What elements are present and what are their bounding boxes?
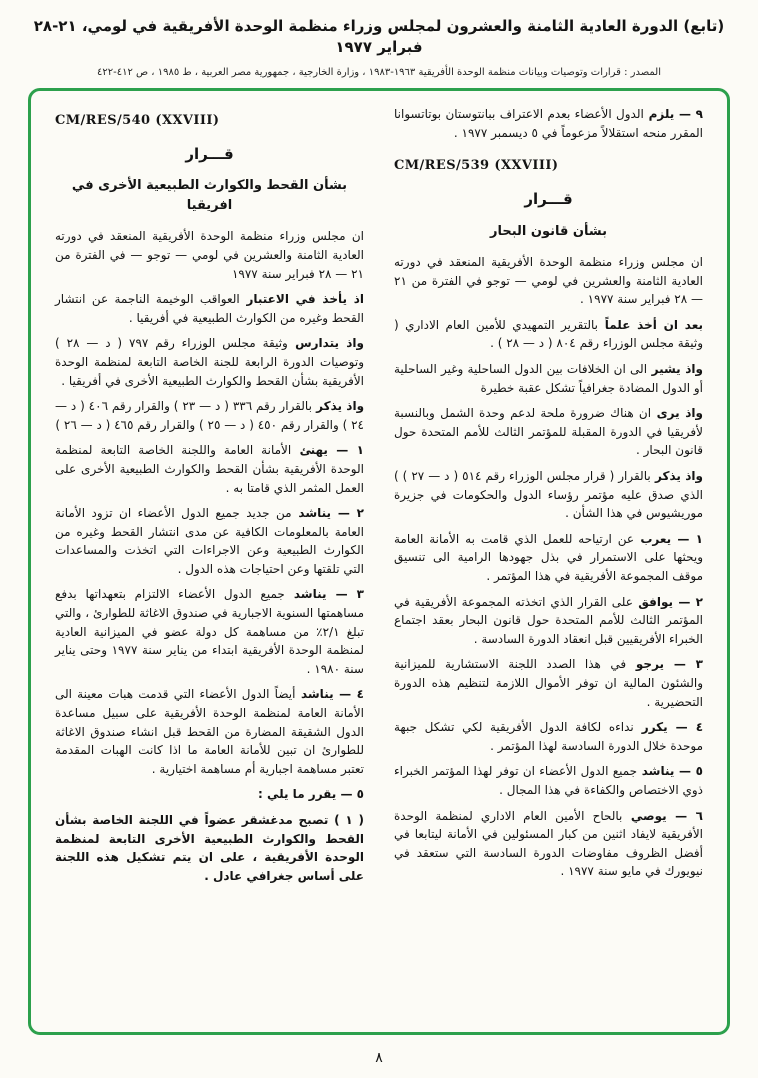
resolution-id: CM/RES/540 (XXVIII) bbox=[55, 113, 220, 128]
header-source: المصدر : قرارات وتوصيات وبيانات منظمة الوحدة الأفريقية ١٩٦٣-١٩٨٣ ، وزارة الخارجية ، جمهورية مصر العربية ، ط ١٩٨٥ ، ص ٤١٢-٤٢٢ bbox=[96, 67, 661, 78]
paragraph-lead: ٥ — يناشد bbox=[637, 764, 703, 779]
paragraph: اذ يأخذ في الاعتبار العواقب الوخيمة الناجمة عن انتشار القحط وغيره من الكوارث الطبيعية في أفريقيا . bbox=[55, 292, 364, 325]
paragraph: ٤ — يناشد أيضاً الدول الأعضاء التي قدمت هبات معينة الى الأمانة العامة لمنظمة الوحدة الأفريقية على سبيل مساعدة الدول الشقيقة المضارة من القحط قبل انشاء صندوق الاغاثة للطوارئ ان تبين للأمانة العامة ما اذا كانت الهبات المقدمة تعتبر مساهمة اجبارية أم مساهمة اختيارية . bbox=[55, 687, 364, 776]
paragraph: واذ يتدارس وثيقة مجلس الوزراء رقم ٧٩٧ ( د — ٢٨ ) وتوصيات الدورة الرابعة للجنة الخاصة التابعة لمنظمة الوحدة الأفريقية بشأن القحط والكوارث الطبيعية الأخرى في أفريقيا . bbox=[55, 336, 364, 388]
column-resolution-540 bbox=[55, 105, 364, 1018]
paragraph: ٥ — يناشد جميع الدول الأعضاء ان توفر لهذا المؤتمر الخبراء ذوي الاختصاص والكفاءة في هذا المجال . bbox=[394, 764, 703, 797]
resolution-title: قـــرار bbox=[524, 190, 573, 209]
paragraph-lead: ( ١ ) bbox=[328, 813, 364, 828]
paragraph: ٣ — يناشد جميع الدول الأعضاء الالتزام بتعهداتها بدفع مساهمتها السنوية الاجبارية في صندوق الاغاثة للطوارئ ، والتي تبلغ ٢/١٪ من مساهمة كل دولة عضو في الميزانية العادية لمنظمة الوحدة الأفريقية ابتداء من يناير سنة ١٩٧٧ وحتى يناير سنة ١٩٨٠ . bbox=[55, 587, 364, 676]
header-title: (تابع) الدورة العادية الثامنة والعشرون لمجلس وزراء منظمة الوحدة الأفريقية في لومي، ٢١-٢٨ فبراير ١٩٧٧ bbox=[33, 17, 725, 56]
paragraph-lead: ٢ — يوافق bbox=[632, 594, 703, 609]
paragraph: ٩ — يلزم الدول الأعضاء بعدم الاعتراف ببانتوستان بوتاتسوانا المقرر منحه استقلالاً مزعوماً في ٥ ديسمبر ١٩٧٧ . bbox=[394, 107, 703, 140]
paragraph-lead: ١ — يعرب bbox=[634, 531, 703, 546]
paragraph-lead: ١ — يهنئ bbox=[291, 443, 364, 458]
paragraph: ان مجلس وزراء منظمة الوحدة الأفريقية المنعقد في دورته العادية الثامنة والعشرين في لومي — توجو في الفترة من ٢١ — ٢٨ فبراير سنة ١٩٧٧ . bbox=[394, 255, 703, 307]
paragraph-lead: واذ يشير bbox=[647, 362, 703, 377]
paragraph-lead: واذ يرى bbox=[651, 406, 703, 421]
paragraph-lead: ٦ — يوصي bbox=[622, 808, 703, 823]
paragraph: ( ١ ) تصبح مدغشقر عضواً في اللجنة الخاصة بشأن القحط والكوارث الطبيعية الأخرى التابعة لمنظمة الوحدة الأفريقية ، على ان يتم تشكيل هذه اللجنة على أساس جغرافي عادل . bbox=[55, 813, 364, 883]
paragraph-lead: ٣ — يناشد bbox=[284, 587, 364, 602]
resolution-subtitle: بشأن القحط والكوارث الطبيعية الأخرى في افريقيا bbox=[71, 178, 348, 213]
paragraph: بعد ان أخذ علماً بالتقرير التمهيدي للأمين العام الاداري ( وثيقة مجلس الوزراء رقم ٨٠٤ ( د — ٢٨ ) . bbox=[394, 317, 703, 351]
paragraph: ١ — يعرب عن ارتياحه للعمل الذي قامت به الأمانة العامة ويحثها على الاستمرار في بذل جهودها الرامية الى تنسيق موقف المجموعة الأفريقية في هذا المؤتمر . bbox=[394, 531, 703, 583]
column-resolution-539 bbox=[394, 105, 703, 1018]
paragraph-lead: ٤ — يكرر bbox=[633, 720, 704, 735]
page-number: ٨ bbox=[375, 1050, 383, 1066]
paragraph-lead: ٥ — يقرر ما يلي : bbox=[257, 787, 364, 802]
paragraph: ان مجلس وزراء منظمة الوحدة الأفريقية المنعقد في دورته العادية الثامنة والعشرين في لومي — توجو — في الفترة من ٢١ — ٢٨ فبراير سنة ١٩٧٧ bbox=[55, 229, 364, 281]
paragraph-lead: بعد ان أخذ علماً bbox=[597, 317, 703, 332]
paragraph: ١ — يهنئ الأمانة العامة واللجنة الخاصة التابعة لمنظمة الوحدة الأفريقية بشأن القحط والكوارث الطبيعية الأخرى على العمل المثمر الذي قامتا به . bbox=[55, 443, 364, 495]
resolution-title: قـــرار bbox=[185, 145, 234, 164]
paragraph-lead: ٤ — يناشد bbox=[295, 687, 364, 702]
paragraph-lead: اذ يأخذ في الاعتبار bbox=[239, 292, 364, 307]
paragraph-lead: واذ يتدارس bbox=[287, 336, 364, 351]
paragraph: ٤ — يكرر نداءه لكافة الدول الأفريقية لكي تشكل جبهة موحدة خلال الدورة السادسة لهذا المؤتمر . bbox=[394, 720, 704, 753]
columns bbox=[55, 105, 703, 1018]
page-header bbox=[0, 0, 758, 78]
resolution-id: CM/RES/539 (XXVIII) bbox=[394, 158, 559, 174]
paragraph: واذ يذكر بالقرار رقم ٣٣٦ ( د — ٢٣ ) والقرار رقم ٤٠٦ ( د — ٢٤ ) والقرار رقم ٤٥٠ ( د — ٢٥ ) والقرار رقم ٤٦٥ ( د — ٢٦ ) bbox=[55, 399, 365, 432]
resolution-subtitle: بشأن قانون البحار bbox=[489, 223, 608, 239]
content-frame bbox=[28, 88, 730, 1035]
paragraph: ٢ — يناشد من جديد جميع الدول الأعضاء ان تزود الأمانة العامة بالمعلومات الكافية عن مدى انتشار القحط وغيره من الكوارث الطبيعية وعن الاجراءات التي اتخذت والمساعدات التي تلقتها وعن احتياجات هذه الدول . bbox=[55, 506, 364, 576]
paragraph-lead: ٩ — يلزم bbox=[643, 107, 703, 121]
paragraph: واذ يرى ان هناك ضرورة ملحة لدعم وحدة الشمل وبالنسبة لأفريقيا في الدورة المقبلة للمؤتمر الثالث للأمم المتحدة حول قانون البحار . bbox=[394, 406, 703, 458]
paragraph: واذ يذكر بالقرار ( قرار مجلس الوزراء رقم ٥١٤ ( د — ٢٧ ) ) الذي صدق عليه مؤتمر رؤساء الدول والحكومات في جزيرة موريشيوس في هذا الشأن . bbox=[394, 469, 704, 521]
paragraph-lead: ٣ — يرجو bbox=[626, 657, 703, 672]
paragraph: ٣ — يرجو في هذا الصدد اللجنة الاستشارية للميزانية والشئون المالية ان توفر الأموال اللازمة لتنظيم هذه الدورة التحضيرية . bbox=[394, 657, 703, 709]
paragraph: ٢ — يوافق على القرار الذي اتخذته المجموعة الأفريقية في المؤتمر الثالث للأمم المتحدة حول قانون البحار بعقد اجتماع الخبراء الأفريقيين قبل انعقاد الدورة السادسة . bbox=[394, 594, 703, 646]
paragraph bbox=[55, 785, 364, 804]
paragraph: ٦ — يوصي بالحاح الأمين العام الاداري لمنظمة الوحدة الأفريقية لايفاد اثنين من كبار المسئولين في الأمانة ليتابعا في أفضل الظروف مفاوضات الدورة السادسة التي ستعقد في نيويورك في مايو سنة ١٩٧٧ . bbox=[394, 808, 703, 879]
paragraph-lead: واذ يذكر bbox=[311, 399, 365, 414]
paragraph: واذ يشير الى ان الخلافات بين الدول الساحلية وغير الساحلية أو الدول المضادة جغرافياً تشكل عقبة خطيرة bbox=[394, 362, 703, 395]
paragraph-lead: واذ يذكر bbox=[650, 469, 704, 484]
paragraph-lead: ٢ — يناشد bbox=[291, 506, 364, 521]
